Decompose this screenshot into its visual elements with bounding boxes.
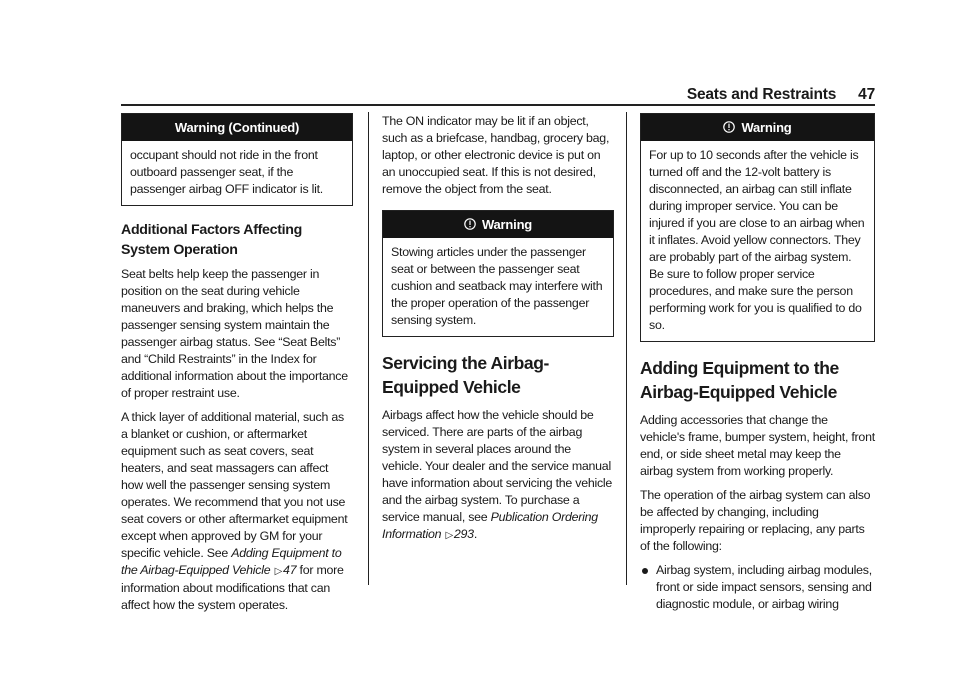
warning-text: occupant should not ride in the front outboard passenger seat, if the passenger airbag OFF indicator is lit. [130,148,323,196]
page-ref-icon: ▷ [445,530,453,541]
running-header [121,84,875,104]
section-title: Seats and Restraints [686,86,837,103]
paragraph: The operation of the airbag system can also be affected by changing, including improperly repairing or replacing, any parts of the following: [640,488,871,553]
paragraph: Airbags affect how the vehicle should be serviced. There are parts of the airbag system in several places around the vehicle. Your dealer and the service manual have information about servicing the vehicle and the airbag system. To purchase a service manual, see Publication Ordering Information ▷293. [382,407,614,544]
section-heading: Adding Equipment to the Airbag-Equipped Vehicle [640,358,839,402]
page-ref-number[interactable]: 293 [453,527,474,541]
section-heading: Servicing the Airbag-Equipped Vehicle [382,353,549,397]
warning-icon [723,121,735,133]
warning-icon [464,218,476,230]
warning-box-continued [121,113,353,206]
cross-reference-link[interactable]: Publication Ordering Information [382,510,598,541]
warning-title: Warning [383,211,613,238]
header-rule [121,104,875,106]
paragraph: The ON indicator may be lit if an object, such as a briefcase, handbag, grocery bag, laptop, or other electronic device is put on an unoccupied seat. If this is not desired, remove the object from the seat. [382,114,610,196]
paragraph: A thick layer of additional material, such as a blanket or cushion, or aftermarket equipment such as seat covers, seat heaters, and seat massagers can affect how well the passenger sensing system operates. We recommend that you not use seat covers or other aftermarket equipment except when approved by GM for your specific vehicle. See Adding Equipment to the Airbag-Equipped Vehicle ▷47 for more information about modifications that can affect how the system operates. [121,410,348,612]
warning-title: Warning (Continued) [122,114,352,141]
warning-box [382,210,614,337]
column-divider-2 [626,112,627,585]
bullet-list [640,562,875,613]
column-3 [640,113,875,613]
page-number: 47 [858,86,875,103]
warning-title: Warning [641,114,874,141]
page-ref-number[interactable]: 47 [283,563,297,577]
column-divider-1 [368,112,369,585]
subheading: Additional Factors Affecting System Operation [121,222,303,258]
page-ref-icon: ▷ [274,566,283,577]
list-item: Airbag system, including airbag modules, front or side impact sensors, sensing and diagnostic module, or airbag wiring [640,562,875,613]
paragraph: Adding accessories that change the vehicle's frame, bumper system, height, front end, or side sheet metal may keep the airbag system from working properly. [640,413,875,478]
cross-reference-link[interactable]: Adding Equipment to the Airbag-Equipped Vehicle [121,546,342,577]
warning-box [640,113,875,342]
column-1 [121,113,353,621]
warning-text: For up to 10 seconds after the vehicle is turned off and the 12-volt battery is disconnected, an airbag can still inflate during improper service. You can be injured if you are close to an airbag when it inflates. Avoid yellow connectors. They are probably part of the airbag system. Be sure to follow proper service procedures, and make sure the person performing work for you is qualified to do so. [649,148,865,332]
column-2 [382,113,614,551]
warning-text: Stowing articles under the passenger seat or between the passenger seat cushion and seatback may interfere with the proper operation of the passenger sensing system. [391,245,603,327]
paragraph: Seat belts help keep the passenger in position on the seat during vehicle maneuvers and braking, which helps the passenger sensing system maintain the passenger airbag status. See “Seat Belts” and “Child Restraints” in the Index for additional information about the importance of proper restraint use. [121,267,348,400]
